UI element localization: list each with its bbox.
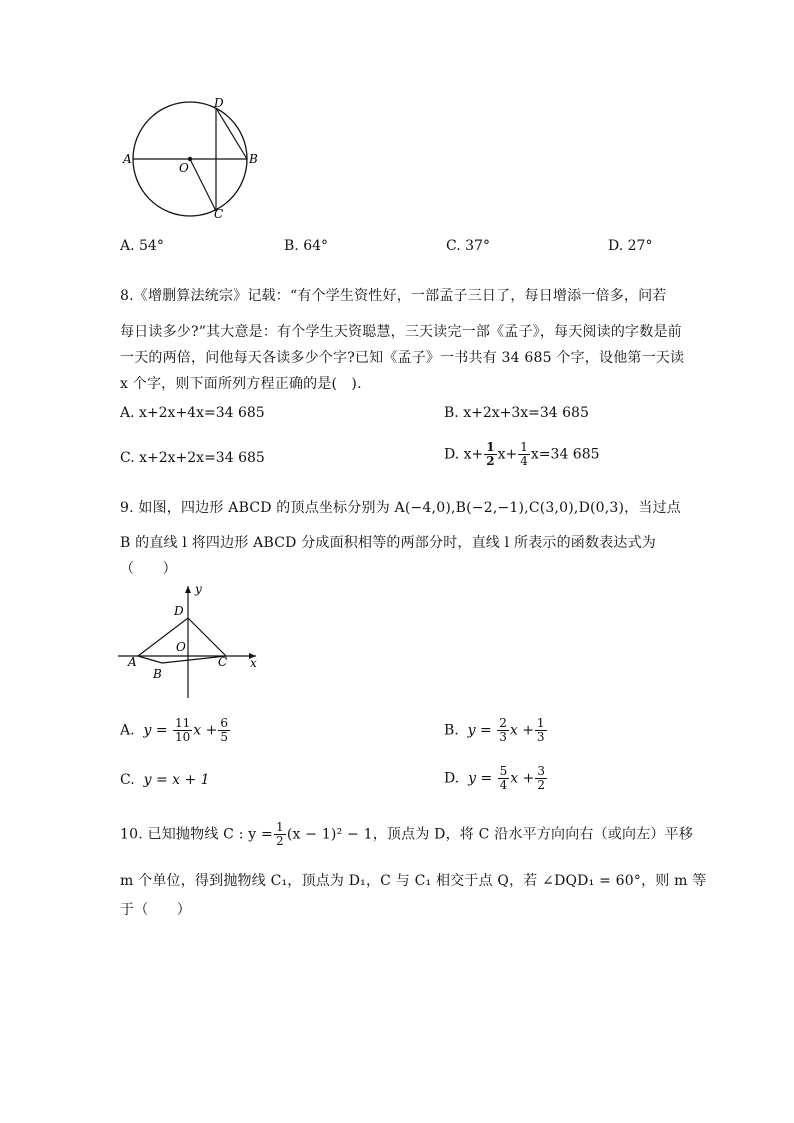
q8-line-4: x 个字，则下面所列方程正确的是( ). <box>120 376 362 392</box>
q9-line-1: 9. 如图，四边形 ABCD 的顶点坐标分别为 A(−4,0),B(−2,−1),C(3,0),D(0,3)，当过点 <box>120 500 681 516</box>
fraction: $\frac{1}{3}$ <box>536 716 545 744</box>
quadrilateral-figure <box>116 580 266 700</box>
circle-figure <box>118 96 268 221</box>
label-b: B <box>153 667 162 681</box>
label-x: x <box>250 656 257 670</box>
label-c: C <box>214 207 224 221</box>
q8-option-b[interactable]: B. x+2x+3x=34 685 <box>444 405 589 421</box>
fraction: $\frac{1}{2}$ <box>275 820 284 848</box>
q8-option-d[interactable]: D. x+ $\frac{1}{2}$ x+ $\frac{1}{4}$ x=34 685 <box>444 440 600 468</box>
fraction: $\frac{2}{3}$ <box>499 716 507 744</box>
q8-line-3: 一天的两倍，问他每天各读多少个字?已知《孟子》一书共有 34 685 个字，设他第一天读 <box>120 350 685 366</box>
fraction: $\frac{11}{10}$ <box>175 716 191 744</box>
q7-option-c[interactable]: C. 37° <box>446 238 490 254</box>
fraction: $\frac{1}{2}$ <box>486 440 495 468</box>
y-axis-arrow <box>185 586 191 593</box>
label-b: B <box>249 152 258 166</box>
label-d: D <box>174 604 184 618</box>
fraction: $\frac{6}{5}$ <box>220 716 229 744</box>
q9-option-d[interactable]: D. y = $\frac{5}{4}$ x + $\frac{3}{2}$ <box>444 764 545 792</box>
q8-option-c[interactable]: C. x+2x+2x=34 685 <box>120 450 265 466</box>
label-c: C <box>218 655 228 669</box>
q8-option-a[interactable]: A. x+2x+4x=34 685 <box>120 405 265 421</box>
q9-option-a[interactable]: A. y = $\frac{11}{10}$ x + $\frac{6}{5}$ <box>120 716 229 744</box>
label-a: A <box>128 655 137 669</box>
q9-line-2: B 的直线 l 将四边形 ABCD 分成面积相等的两部分时，直线 l 所表示的函数表达式为 <box>120 535 656 551</box>
label-o: O <box>179 161 189 175</box>
q7-option-b[interactable]: B. 64° <box>284 238 329 254</box>
q10-line-3: 于（ ） <box>120 902 191 918</box>
q7-option-d[interactable]: D. 27° <box>608 238 653 254</box>
radius-oc <box>190 159 216 211</box>
label-d: D <box>214 96 224 110</box>
q10-line-2: m 个单位，得到抛物线 C₁，顶点为 D₁，C 与 C₁ 相交于点 Q，若 ∠DQD₁ = 60°，则 m 等 <box>120 873 707 889</box>
q8-line-1: 8.《增删算法统宗》记载：“有个学生资性好，一部孟子三日了，每日增添一倍多，问若 <box>120 288 667 304</box>
q8-line-2: 每日读多少?”其大意是：有个学生天资聪慧，三天读完一部《孟子》，每天阅读的字数是前 <box>120 324 682 340</box>
chord-db <box>216 108 247 159</box>
q7-option-a[interactable]: A. 54° <box>120 238 164 254</box>
q9-line-3: （ ） <box>120 561 177 577</box>
fraction: $\frac{3}{2}$ <box>537 764 545 792</box>
fraction: $\frac{1}{4}$ <box>520 440 528 468</box>
label-y: y <box>195 582 202 596</box>
q9-option-c[interactable]: C. y = x + 1 <box>120 772 210 788</box>
q9-option-b[interactable]: B. y = $\frac{2}{3}$ x + $\frac{1}{3}$ <box>444 716 545 744</box>
label-a: A <box>123 152 132 166</box>
fraction: $\frac{5}{4}$ <box>499 764 508 792</box>
q10-line-1: 10. 已知抛物线 C : y = $\frac{1}{2}$ (x − 1)² − 1，顶点为 D，将 C 沿水平方向向右（或向左）平移 <box>120 820 694 848</box>
label-o: O <box>176 640 186 654</box>
